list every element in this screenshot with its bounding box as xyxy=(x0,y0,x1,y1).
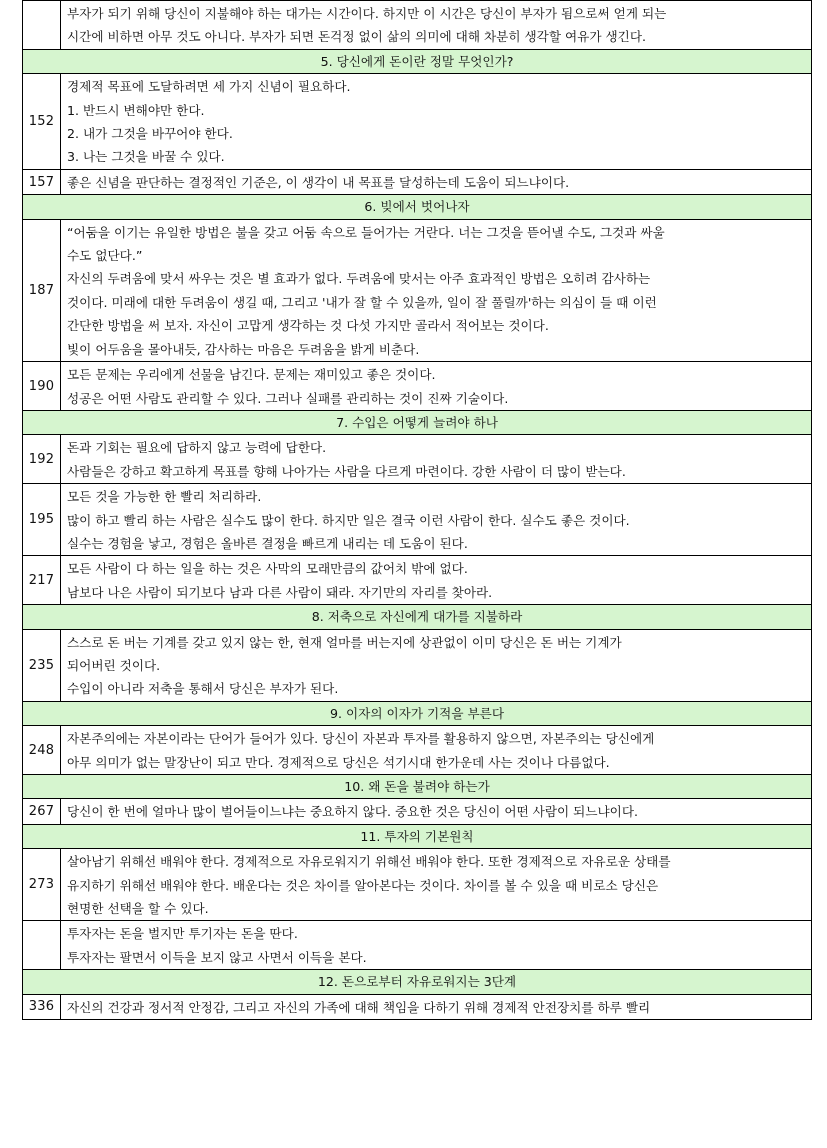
page-number: 267 xyxy=(23,799,61,824)
quote-line: 수입이 아니라 저축을 통해서 당신은 부자가 된다. xyxy=(67,681,339,697)
page-number: 336 xyxy=(23,994,61,1019)
quote-row xyxy=(23,726,812,775)
quote-line: 3. 나는 그것을 바꿀 수 있다. xyxy=(67,149,225,165)
section-heading-row xyxy=(23,195,812,219)
quote-text xyxy=(61,629,812,701)
quote-text xyxy=(61,435,812,484)
quote-line: 되어버린 것이다. xyxy=(67,657,161,673)
page-number: 192 xyxy=(23,435,61,484)
quote-row xyxy=(23,435,812,484)
quote-line: 유지하기 위해선 배워야 한다. 배운다는 것은 차이를 알아본다는 것이다. 차이를 볼 수 있을 때 비로소 당신은 xyxy=(67,877,659,893)
quote-line: 부자가 되기 위해 당신이 지불해야 하는 대가는 시간이다. 하지만 이 시간은 당신이 부자가 됨으로써 얻게 되는 xyxy=(67,6,667,21)
section-heading-row xyxy=(23,605,812,629)
quote-line: 살아남기 위해선 배워야 한다. 경제적으로 자유로워지기 위해선 배워야 한다. 또한 경제적으로 자유로운 상태를 xyxy=(67,854,671,870)
quote-row xyxy=(23,74,812,170)
section-heading-row xyxy=(23,701,812,725)
section-heading-row xyxy=(23,775,812,799)
quote-line: 간단한 방법을 써 보자. 자신이 고맙게 생각하는 것 다섯 가지만 골라서 적어보는 것이다. xyxy=(67,318,549,334)
quote-text xyxy=(61,849,812,921)
quote-line: 남보다 나은 사람이 되기보다 남과 다른 사람이 돼라. 자기만의 자리를 찾아라. xyxy=(67,584,493,600)
quote-row xyxy=(23,1,812,50)
quote-row xyxy=(23,484,812,556)
quote-text xyxy=(61,921,812,970)
section-heading-row xyxy=(23,824,812,848)
quote-line: 당신이 한 번에 얼마나 많이 벌어들이느냐는 중요하지 않다. 중요한 것은 당신이 어떤 사람이 되느냐이다. xyxy=(67,804,639,820)
section-heading: 7. 수입은 어떻게 늘려야 하나 xyxy=(23,410,812,434)
quote-row xyxy=(23,169,812,194)
quote-line: 2. 내가 그것을 바꾸어야 한다. xyxy=(67,126,233,142)
page-number xyxy=(23,1,61,50)
quote-text xyxy=(61,1,812,50)
page-number: 195 xyxy=(23,484,61,556)
section-heading: 9. 이자의 이자가 기적을 부른다 xyxy=(23,701,812,725)
quote-line: 자신의 건강과 정서적 안정감, 그리고 자신의 가족에 대해 책임을 다하기 위해 경제적 안전장치를 하루 빨리 xyxy=(67,999,651,1015)
page-number: 273 xyxy=(23,849,61,921)
quote-line: 스스로 돈 버는 기계를 갖고 있지 않는 한, 현재 얼마를 버는지에 상관없이 이미 당신은 돈 버는 기계가 xyxy=(67,634,622,650)
quote-line: 사람들은 강하고 확고하게 목표를 향해 나아가는 사람을 다르게 마련이다. 강한 사람이 더 많이 받는다. xyxy=(67,463,626,479)
quote-table-page xyxy=(22,0,812,1020)
quote-row xyxy=(23,219,812,361)
quote-line: 모든 것을 가능한 한 빨리 처리하라. xyxy=(67,489,262,505)
quote-line: 성공은 어떤 사람도 관리할 수 있다. 그러나 실패를 관리하는 것이 진짜 기술이다. xyxy=(67,390,509,406)
page-number: 152 xyxy=(23,74,61,170)
section-heading: 5. 당신에게 돈이란 정말 무엇인가? xyxy=(23,49,812,73)
quote-row xyxy=(23,921,812,970)
quote-text xyxy=(61,726,812,775)
quote-text xyxy=(61,362,812,411)
quote-text xyxy=(61,994,812,1019)
quote-row xyxy=(23,849,812,921)
page-number: 217 xyxy=(23,556,61,605)
quote-line: 것이다. 미래에 대한 두려움이 생길 때, 그리고 '내가 잘 할 수 있을까, 일이 잘 풀릴까'하는 의심이 들 때 이런 xyxy=(67,294,657,310)
quote-line: 수도 없단다.” xyxy=(67,248,143,264)
page-number: 157 xyxy=(23,169,61,194)
quote-line: 아무 의미가 없는 말장난이 되고 만다. 경제적으로 당신은 석기시대 한가운데 사는 것이나 다름없다. xyxy=(67,754,610,770)
section-heading-row xyxy=(23,410,812,434)
page-number: 187 xyxy=(23,219,61,361)
section-heading: 10. 왜 돈을 불려야 하는가 xyxy=(23,775,812,799)
quote-line: 자본주의에는 자본이라는 단어가 들어가 있다. 당신이 자본과 투자를 활용하지 않으면, 자본주의는 당신에게 xyxy=(67,731,655,747)
quote-table-body xyxy=(23,1,812,1020)
page-number: 190 xyxy=(23,362,61,411)
quote-table xyxy=(22,0,812,1020)
quote-row xyxy=(23,629,812,701)
quote-line: 투자자는 팔면서 이득을 보지 않고 사면서 이득을 본다. xyxy=(67,949,367,965)
page-number: 248 xyxy=(23,726,61,775)
quote-row xyxy=(23,362,812,411)
quote-text xyxy=(61,169,812,194)
quote-row xyxy=(23,556,812,605)
quote-line: 좋은 신념을 판단하는 결정적인 기준은, 이 생각이 내 목표를 달성하는데 도움이 되느냐이다. xyxy=(67,174,570,190)
quote-line: 시간에 비하면 아무 것도 아니다. 부자가 되면 돈걱정 없이 삶의 의미에 대해 차분히 생각할 여유가 생긴다. xyxy=(67,29,647,45)
quote-line: 모든 사람이 다 하는 일을 하는 것은 사막의 모래만큼의 값어치 밖에 없다. xyxy=(67,561,468,577)
quote-line: “어둠을 이기는 유일한 방법은 불을 갖고 어둠 속으로 들어가는 거란다. 너는 그것을 뜯어낼 수도, 그것과 싸울 xyxy=(67,224,665,240)
section-heading: 12. 돈으로부터 자유로워지는 3단계 xyxy=(23,970,812,994)
quote-text xyxy=(61,799,812,824)
quote-line: 자신의 두려움에 맞서 싸우는 것은 별 효과가 없다. 두려움에 맞서는 아주 효과적인 방법은 오히려 감사하는 xyxy=(67,271,651,287)
quote-text xyxy=(61,484,812,556)
page-number xyxy=(23,921,61,970)
quote-line: 1. 반드시 변해야만 한다. xyxy=(67,102,205,118)
quote-line: 투자자는 돈을 벌지만 투기자는 돈을 딴다. xyxy=(67,926,298,942)
quote-text xyxy=(61,219,812,361)
quote-line: 모든 문제는 우리에게 선물을 남긴다. 문제는 재미있고 좋은 것이다. xyxy=(67,367,436,383)
quote-line: 돈과 기회는 필요에 답하지 않고 능력에 답한다. xyxy=(67,440,327,456)
quote-line: 현명한 선택을 할 수 있다. xyxy=(67,901,209,917)
quote-line: 실수는 경험을 낳고, 경험은 올바른 결정을 빠르게 내리는 데 도움이 된다. xyxy=(67,535,468,551)
section-heading: 11. 투자의 기본원칙 xyxy=(23,824,812,848)
page-number: 235 xyxy=(23,629,61,701)
section-heading: 8. 저축으로 자신에게 대가를 지불하라 xyxy=(23,605,812,629)
quote-row xyxy=(23,994,812,1019)
quote-line: 많이 하고 빨리 하는 사람은 실수도 많이 한다. 하지만 일은 결국 이런 사람이 한다. 실수도 좋은 것이다. xyxy=(67,512,630,528)
section-heading-row xyxy=(23,49,812,73)
section-heading: 6. 빚에서 벗어나자 xyxy=(23,195,812,219)
section-heading-row xyxy=(23,970,812,994)
quote-line: 빛이 어두움을 몰아내듯, 감사하는 마음은 두려움을 밝게 비춘다. xyxy=(67,341,420,357)
quote-text xyxy=(61,556,812,605)
quote-text xyxy=(61,74,812,170)
quote-line: 경제적 목표에 도달하려면 세 가지 신념이 필요하다. xyxy=(67,79,351,95)
quote-row xyxy=(23,799,812,824)
